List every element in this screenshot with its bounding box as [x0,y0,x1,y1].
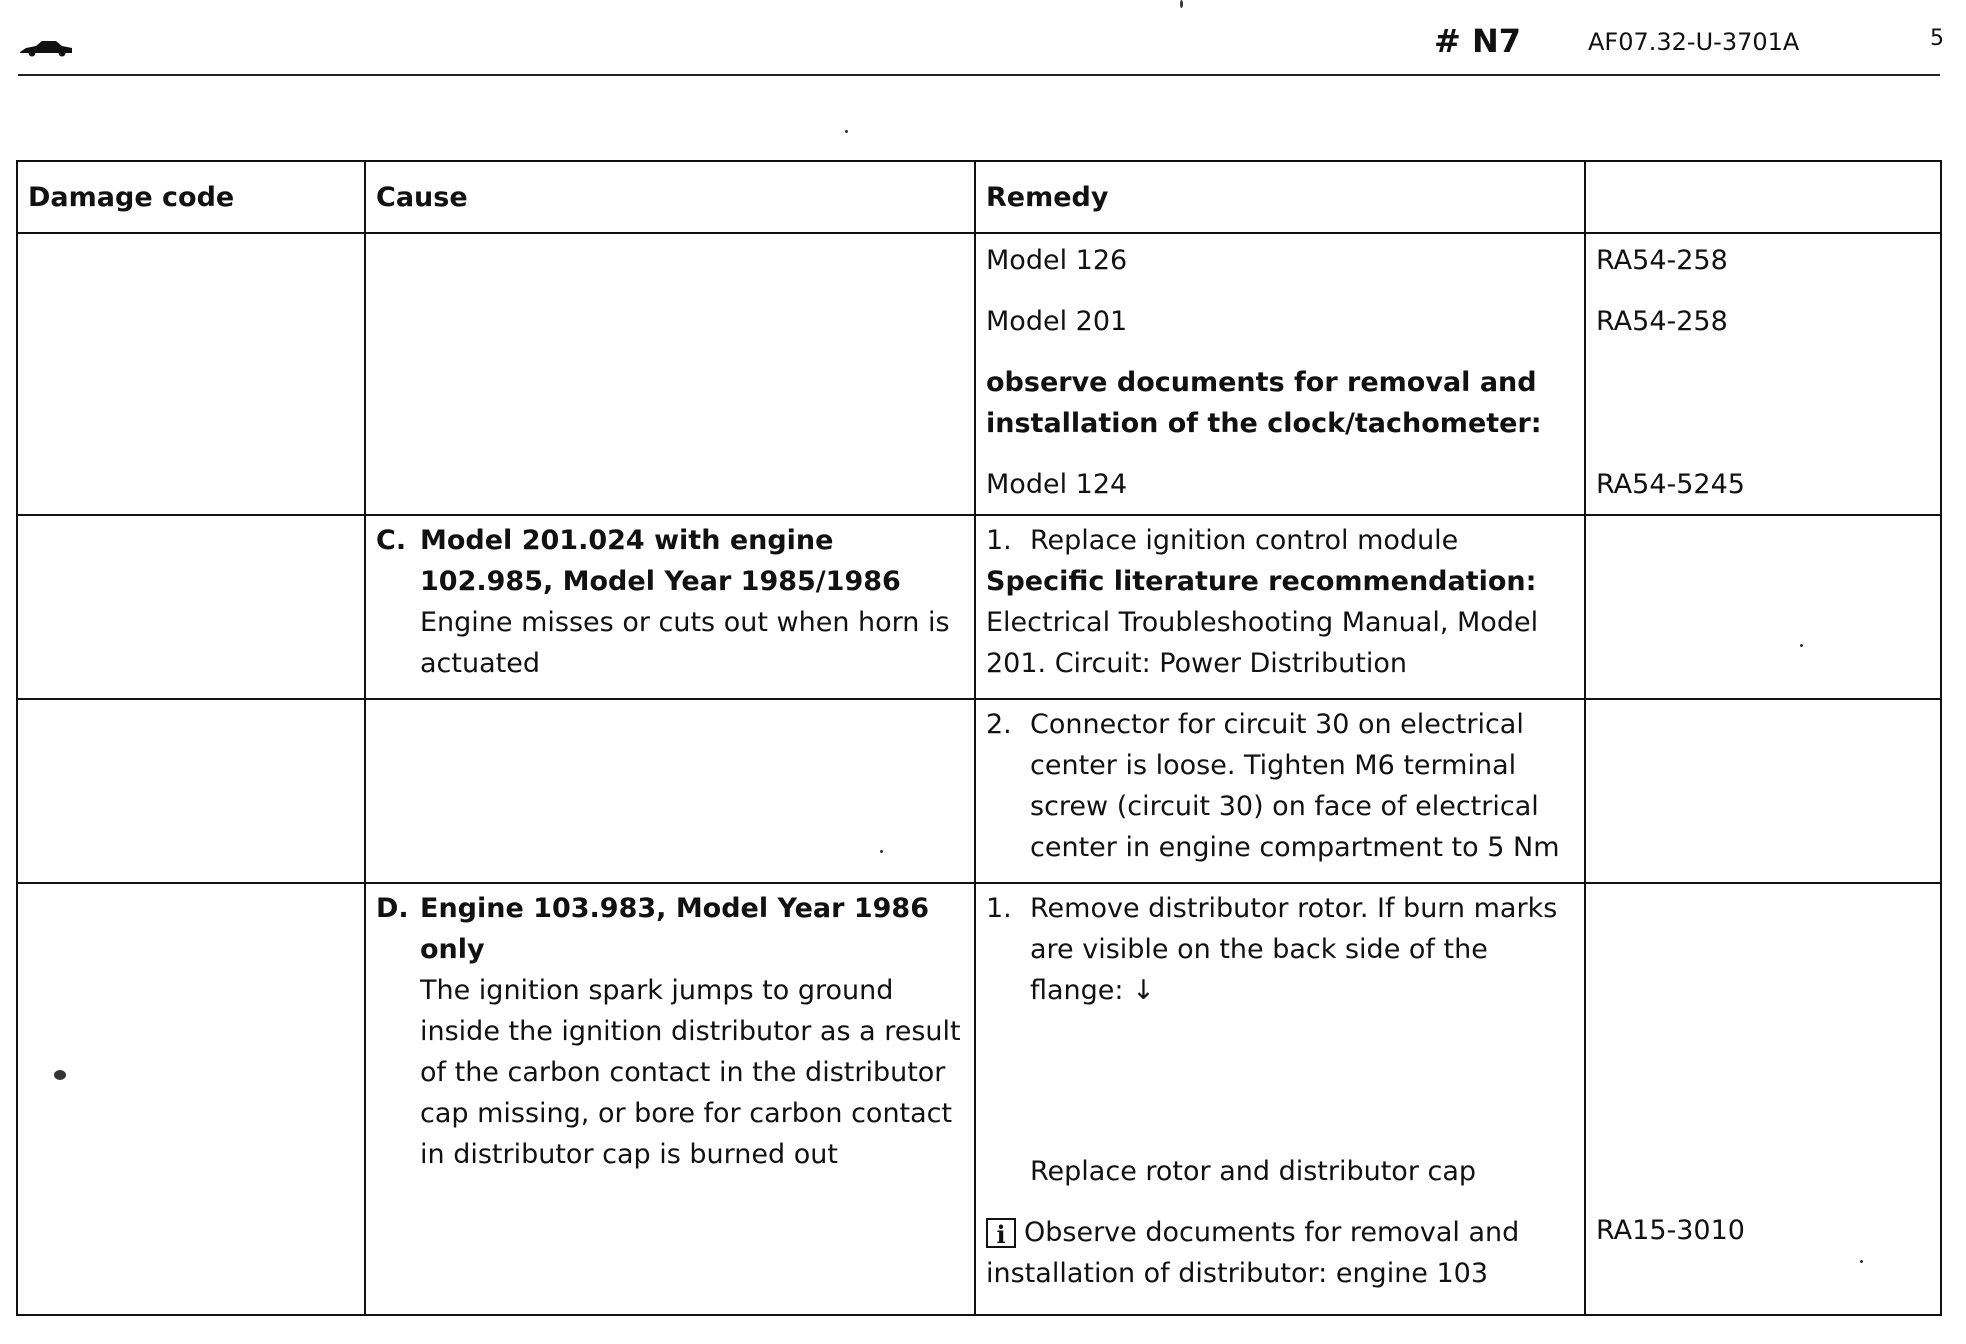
reference-spacer [1596,888,1930,1210]
cause-title: Model 201.024 with engine 102.985, Model Year 1985/1986 [420,525,901,597]
remedy-observe [986,1212,1574,1294]
literature-title: Specific literature recommendation: [986,566,1537,597]
remedy-cell [975,699,1585,883]
step-number: 2. [986,709,1012,740]
table-row [17,883,1941,1315]
remedy-observe-documents: observe documents for removal and installation of the clock/tachometer: [986,367,1542,439]
car-icon [18,38,74,58]
step-number: 1. [986,893,1012,924]
cause-letter: C. [376,525,407,556]
remedy-cell [975,883,1585,1315]
reference-cell [1585,883,1941,1315]
damage-code-cell [17,515,365,699]
cause-description: The ignition spark jumps to ground inside the ignition distributor as a result of the carbon contact in the distributor cap missing, or bore for carbon contact in distributor cap is burned out [420,975,961,1170]
reference-spacer [1596,362,1930,444]
remedy-model-126: Model 126 [986,245,1128,276]
cause-item-d [376,888,964,1175]
cause-description: Engine misses or cuts out when horn is actuated [420,607,950,679]
column-header-cause: Cause [365,161,975,233]
info-icon: i [986,1218,1016,1248]
cause-title: Engine 103.983, Model Year 1986 only [420,893,929,965]
remedy-model-201: Model 201 [986,306,1128,337]
scan-speck [845,130,848,133]
remedy-model-124: Model 124 [986,469,1128,500]
reference-cell [1585,699,1941,883]
remedy-cell [975,233,1585,515]
remedy-observe-text: Observe documents for removal and installation of distributor: engine 103 [986,1217,1520,1289]
remedy-cell [975,515,1585,699]
cause-item-c [376,520,964,684]
damage-code-cell [17,699,365,883]
scan-speck [1860,1260,1863,1263]
page-number: 5 [1930,26,1944,51]
step-number: 1. [986,525,1012,556]
reference-model-126: RA54-258 [1596,245,1728,276]
remedy-step [986,704,1574,868]
column-header-damage-code: Damage code [17,161,365,233]
scan-speck [1180,0,1183,8]
reference-distributor: RA15-3010 [1596,1215,1745,1246]
reference-cell [1585,233,1941,515]
scan-speck [880,850,883,853]
reference-cell [1585,515,1941,699]
table-row [17,233,1941,515]
cause-cell [365,883,975,1315]
table-row [17,515,1941,699]
reference-model-124: RA54-5245 [1596,469,1745,500]
literature-text: Electrical Troubleshooting Manual, Model 201. Circuit: Power Distribution [986,607,1539,679]
remedy-step [986,520,1574,561]
cause-cell [365,233,975,515]
table-header-row [17,161,1941,233]
step-text: Remove distributor rotor. If burn marks are visible on the back side of the flange: ↓ [1030,893,1558,1006]
remedy-spacer [986,1011,1574,1151]
column-header-remedy: Remedy [975,161,1585,233]
step-text: Connector for circuit 30 on electrical center is loose. Tighten M6 terminal screw (circuit 30) on face of electrical center in engine compartment to 5 Nm [1030,709,1560,863]
cause-cell [365,699,975,883]
scan-speck [54,1070,66,1080]
scan-speck [1800,644,1803,647]
damage-code-cell [17,233,365,515]
remedy-replace: Replace rotor and distributor cap [1030,1156,1477,1187]
document-reference: AF07.32-U-3701A [1588,28,1800,56]
cause-letter: D. [376,893,409,924]
step-text: Replace ignition control module [1030,525,1459,556]
cause-cell [365,515,975,699]
damage-code-cell [17,883,365,1315]
remedy-step [986,888,1574,1011]
reference-model-201: RA54-258 [1596,306,1728,337]
table-row [17,699,1941,883]
column-header-reference [1585,161,1941,233]
page-header [18,22,1944,76]
damage-remedy-table [16,160,1942,1316]
document-number: # N7 [1434,22,1521,60]
